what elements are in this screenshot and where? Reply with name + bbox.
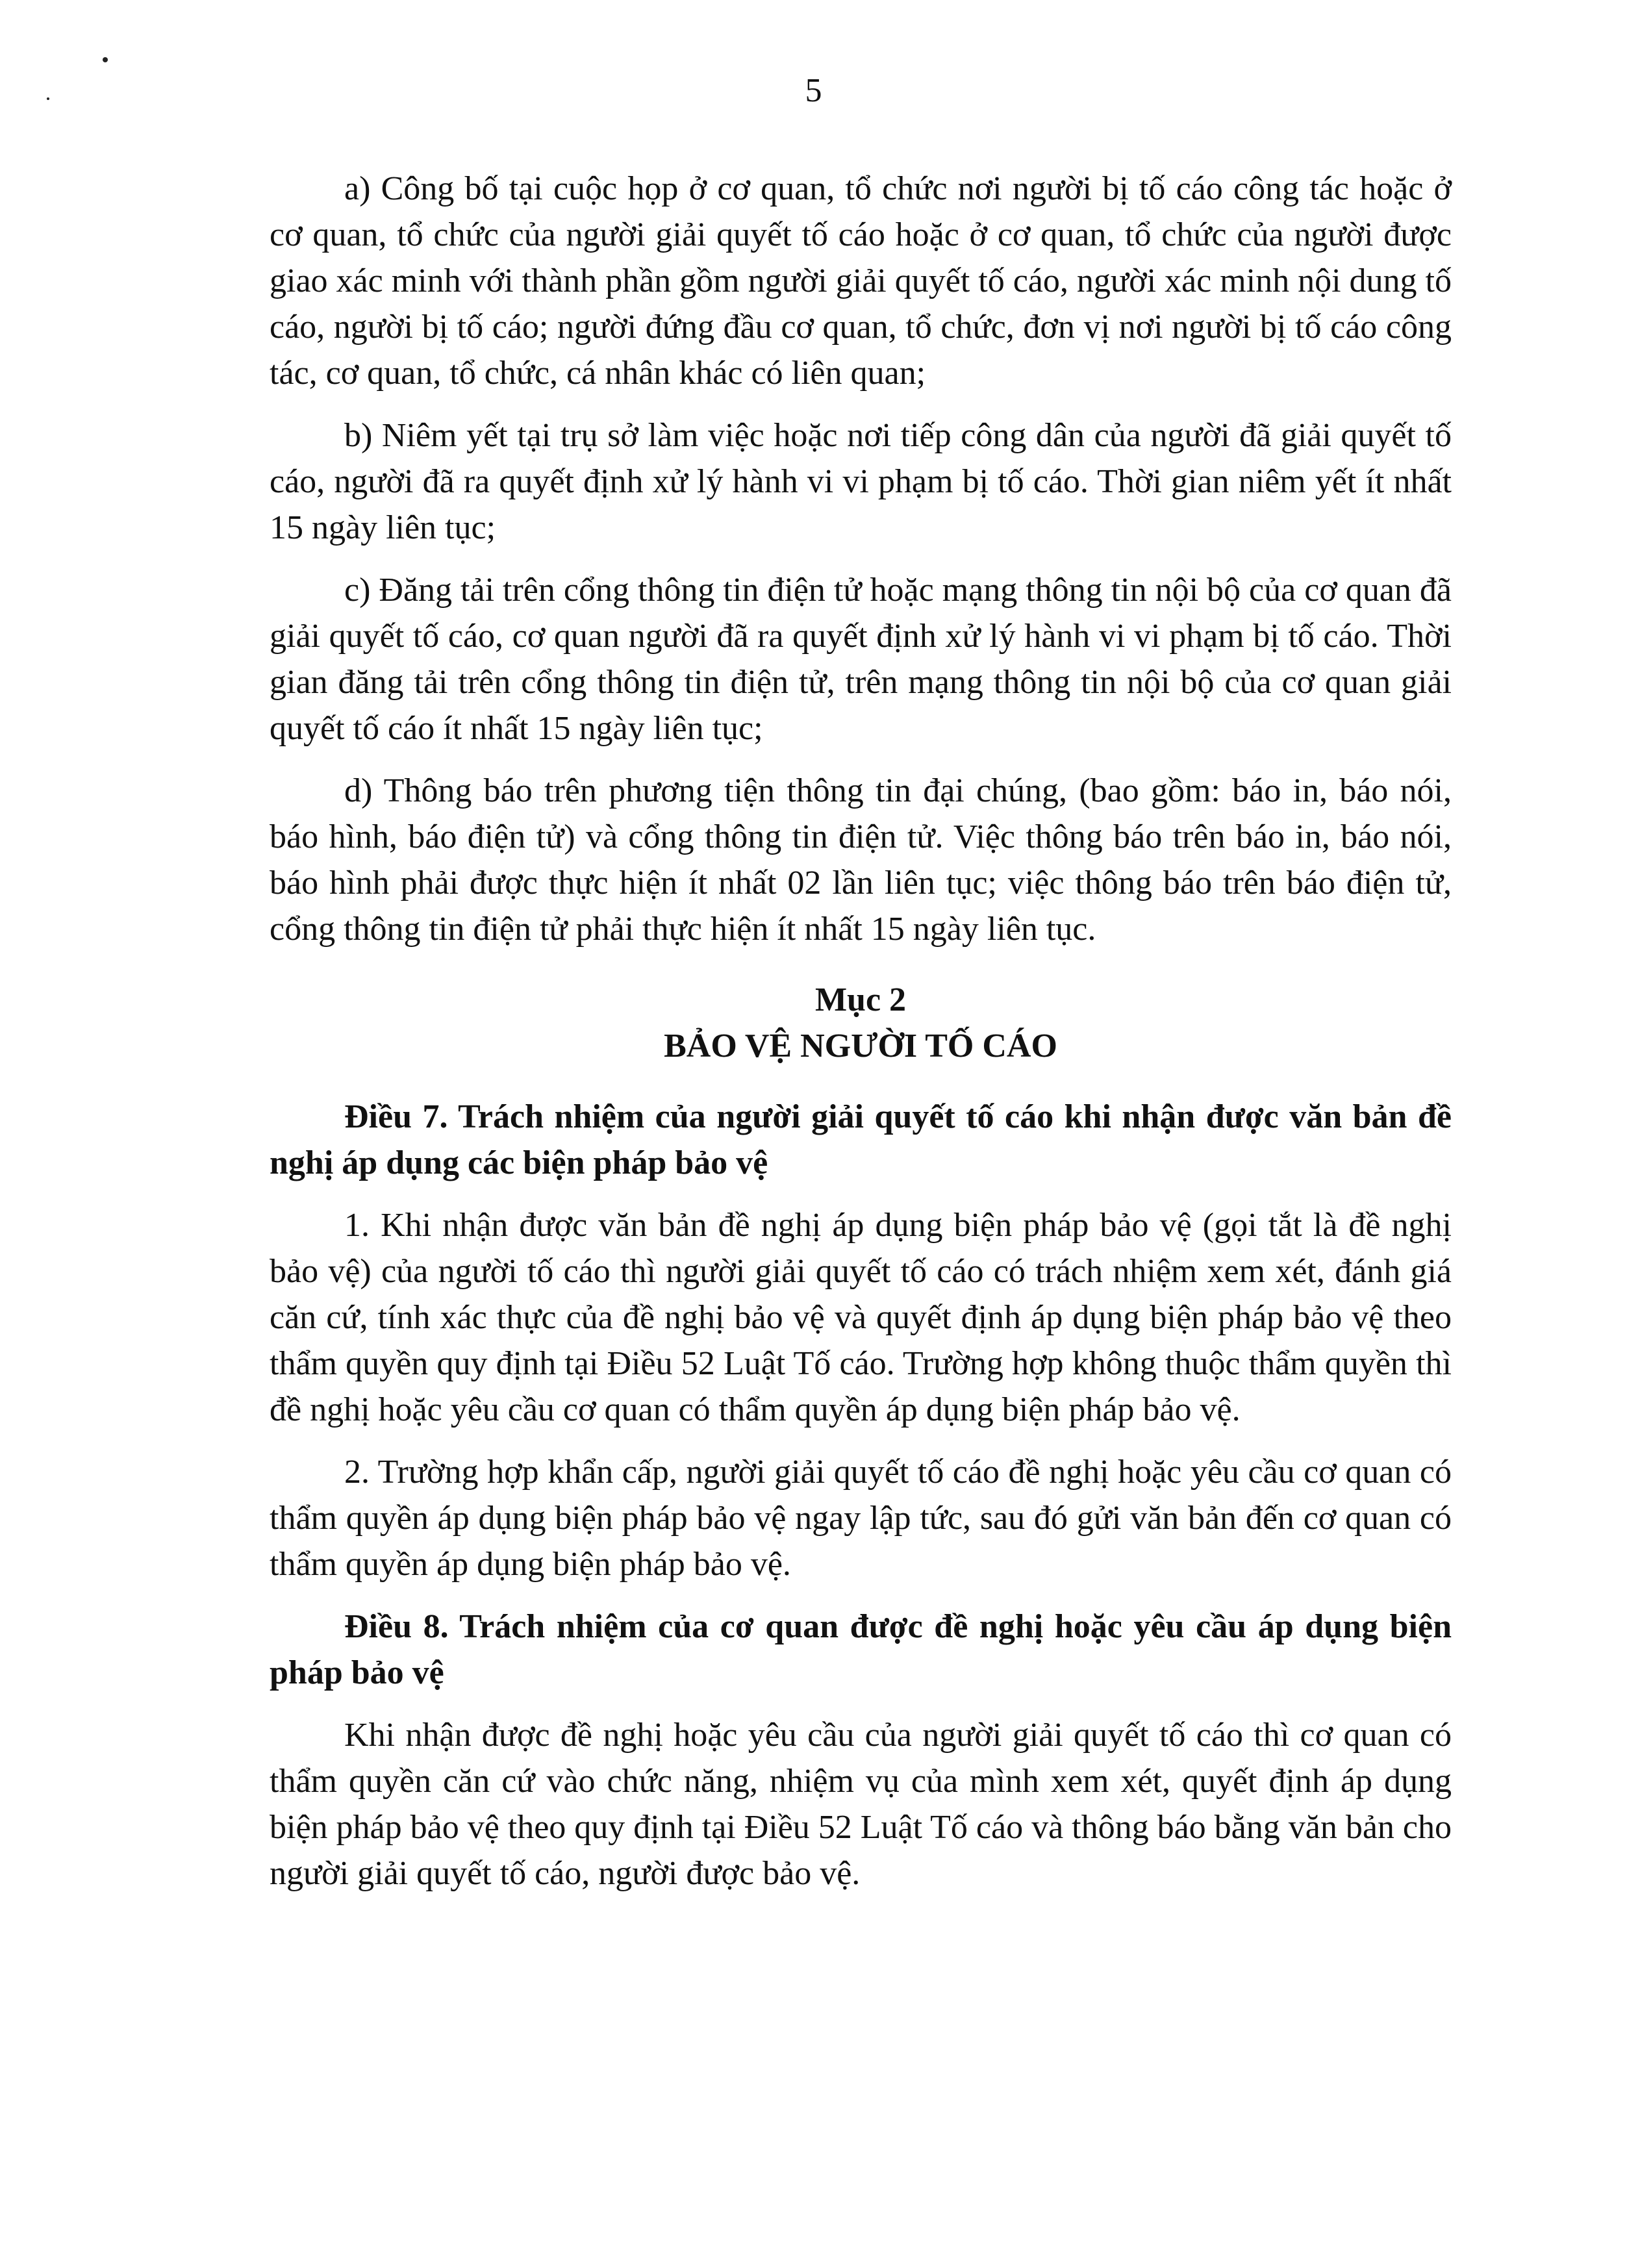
page-number: 5 xyxy=(805,72,822,109)
article-7-clause-2: 2. Trường hợp khẩn cấp, người giải quyết tố cáo đề nghị hoặc yêu cầu cơ quan có thẩm quyền áp dụng biện pháp bảo vệ ngay lập tức, sau đó gửi văn bản đến cơ quan có thẩm quyền áp dụng biện pháp bảo vệ. xyxy=(270,1454,1452,1583)
section-title: BẢO VỆ NGƯỜI TỐ CÁO xyxy=(664,1027,1057,1065)
paragraph-a: a) Công bố tại cuộc họp ở cơ quan, tổ chức nơi người bị tố cáo công tác hoặc ở cơ quan, tổ chức của người giải quyết tố cáo hoặc ở cơ quan, tổ chức của người được giao xác minh với thành phần gồm người giải quyết tố cáo, người xác minh nội dung tố cáo, người bị tố cáo; người đứng đầu cơ quan, tổ chức, đơn vị nơi người bị tố cáo công tác, cơ quan, tổ chức, cá nhân khác có liên quan; xyxy=(270,170,1452,392)
paragraph-b: b) Niêm yết tại trụ sở làm việc hoặc nơi tiếp công dân của người đã giải quyết tố cáo, người đã ra quyết định xử lý hành vi vi phạm bị tố cáo. Thời gian niêm yết ít nhất 15 ngày liên tục; xyxy=(270,417,1452,546)
paragraph-c: c) Đăng tải trên cổng thông tin điện tử hoặc mạng thông tin nội bộ của cơ quan đã giải quyết tố cáo, cơ quan người đã ra quyết định xử lý hành vi vi phạm bị tố cáo. Thời gian đăng tải trên cổng thông tin điện tử, trên mạng thông tin nội bộ của cơ quan giải quyết tố cáo ít nhất 15 ngày liên tục; xyxy=(270,572,1452,747)
scan-speck xyxy=(103,57,108,62)
paragraph-d: d) Thông báo trên phương tiện thông tin đại chúng, (bao gồm: báo in, báo nói, báo hình, báo điện tử) và cổng thông tin điện tử. Việc thông báo trên báo in, báo nói, báo hình phải được thực hiện ít nhất 02 lần liên tục; việc thông báo trên báo điện tử, cổng thông tin điện tử phải thực hiện ít nhất 15 ngày liên tục. xyxy=(270,772,1452,948)
article-7-title: Điều 7. Trách nhiệm của người giải quyết tố cáo khi nhận được văn bản đề nghị áp dụng các biện pháp bảo vệ xyxy=(270,1098,1452,1181)
article-8-title: Điều 8. Trách nhiệm của cơ quan được đề nghị hoặc yêu cầu áp dụng biện pháp bảo vệ xyxy=(270,1608,1452,1691)
article-8-body: Khi nhận được đề nghị hoặc yêu cầu của người giải quyết tố cáo thì cơ quan có thẩm quyền căn cứ vào chức năng, nhiệm vụ của mình xem xét, quyết định áp dụng biện pháp bảo vệ theo quy định tại Điều 52 Luật Tố cáo và thông báo bằng văn bản cho người giải quyết tố cáo, người được bảo vệ. xyxy=(270,1717,1452,1892)
article-7-clause-1: 1. Khi nhận được văn bản đề nghị áp dụng biện pháp bảo vệ (gọi tắt là đề nghị bảo vệ) của người tố cáo thì người giải quyết tố cáo có trách nhiệm xem xét, đánh giá căn cứ, tính xác thực của đề nghị bảo vệ và quyết định áp dụng biện pháp bảo vệ theo thẩm quyền quy định tại Điều 52 Luật Tố cáo. Trường hợp không thuộc thẩm quyền thì đề nghị hoặc yêu cầu cơ quan có thẩm quyền áp dụng biện pháp bảo vệ. xyxy=(270,1207,1452,1428)
section-heading xyxy=(270,977,1452,1069)
section-number: Mục 2 xyxy=(814,981,907,1018)
document-body xyxy=(270,166,1452,1913)
